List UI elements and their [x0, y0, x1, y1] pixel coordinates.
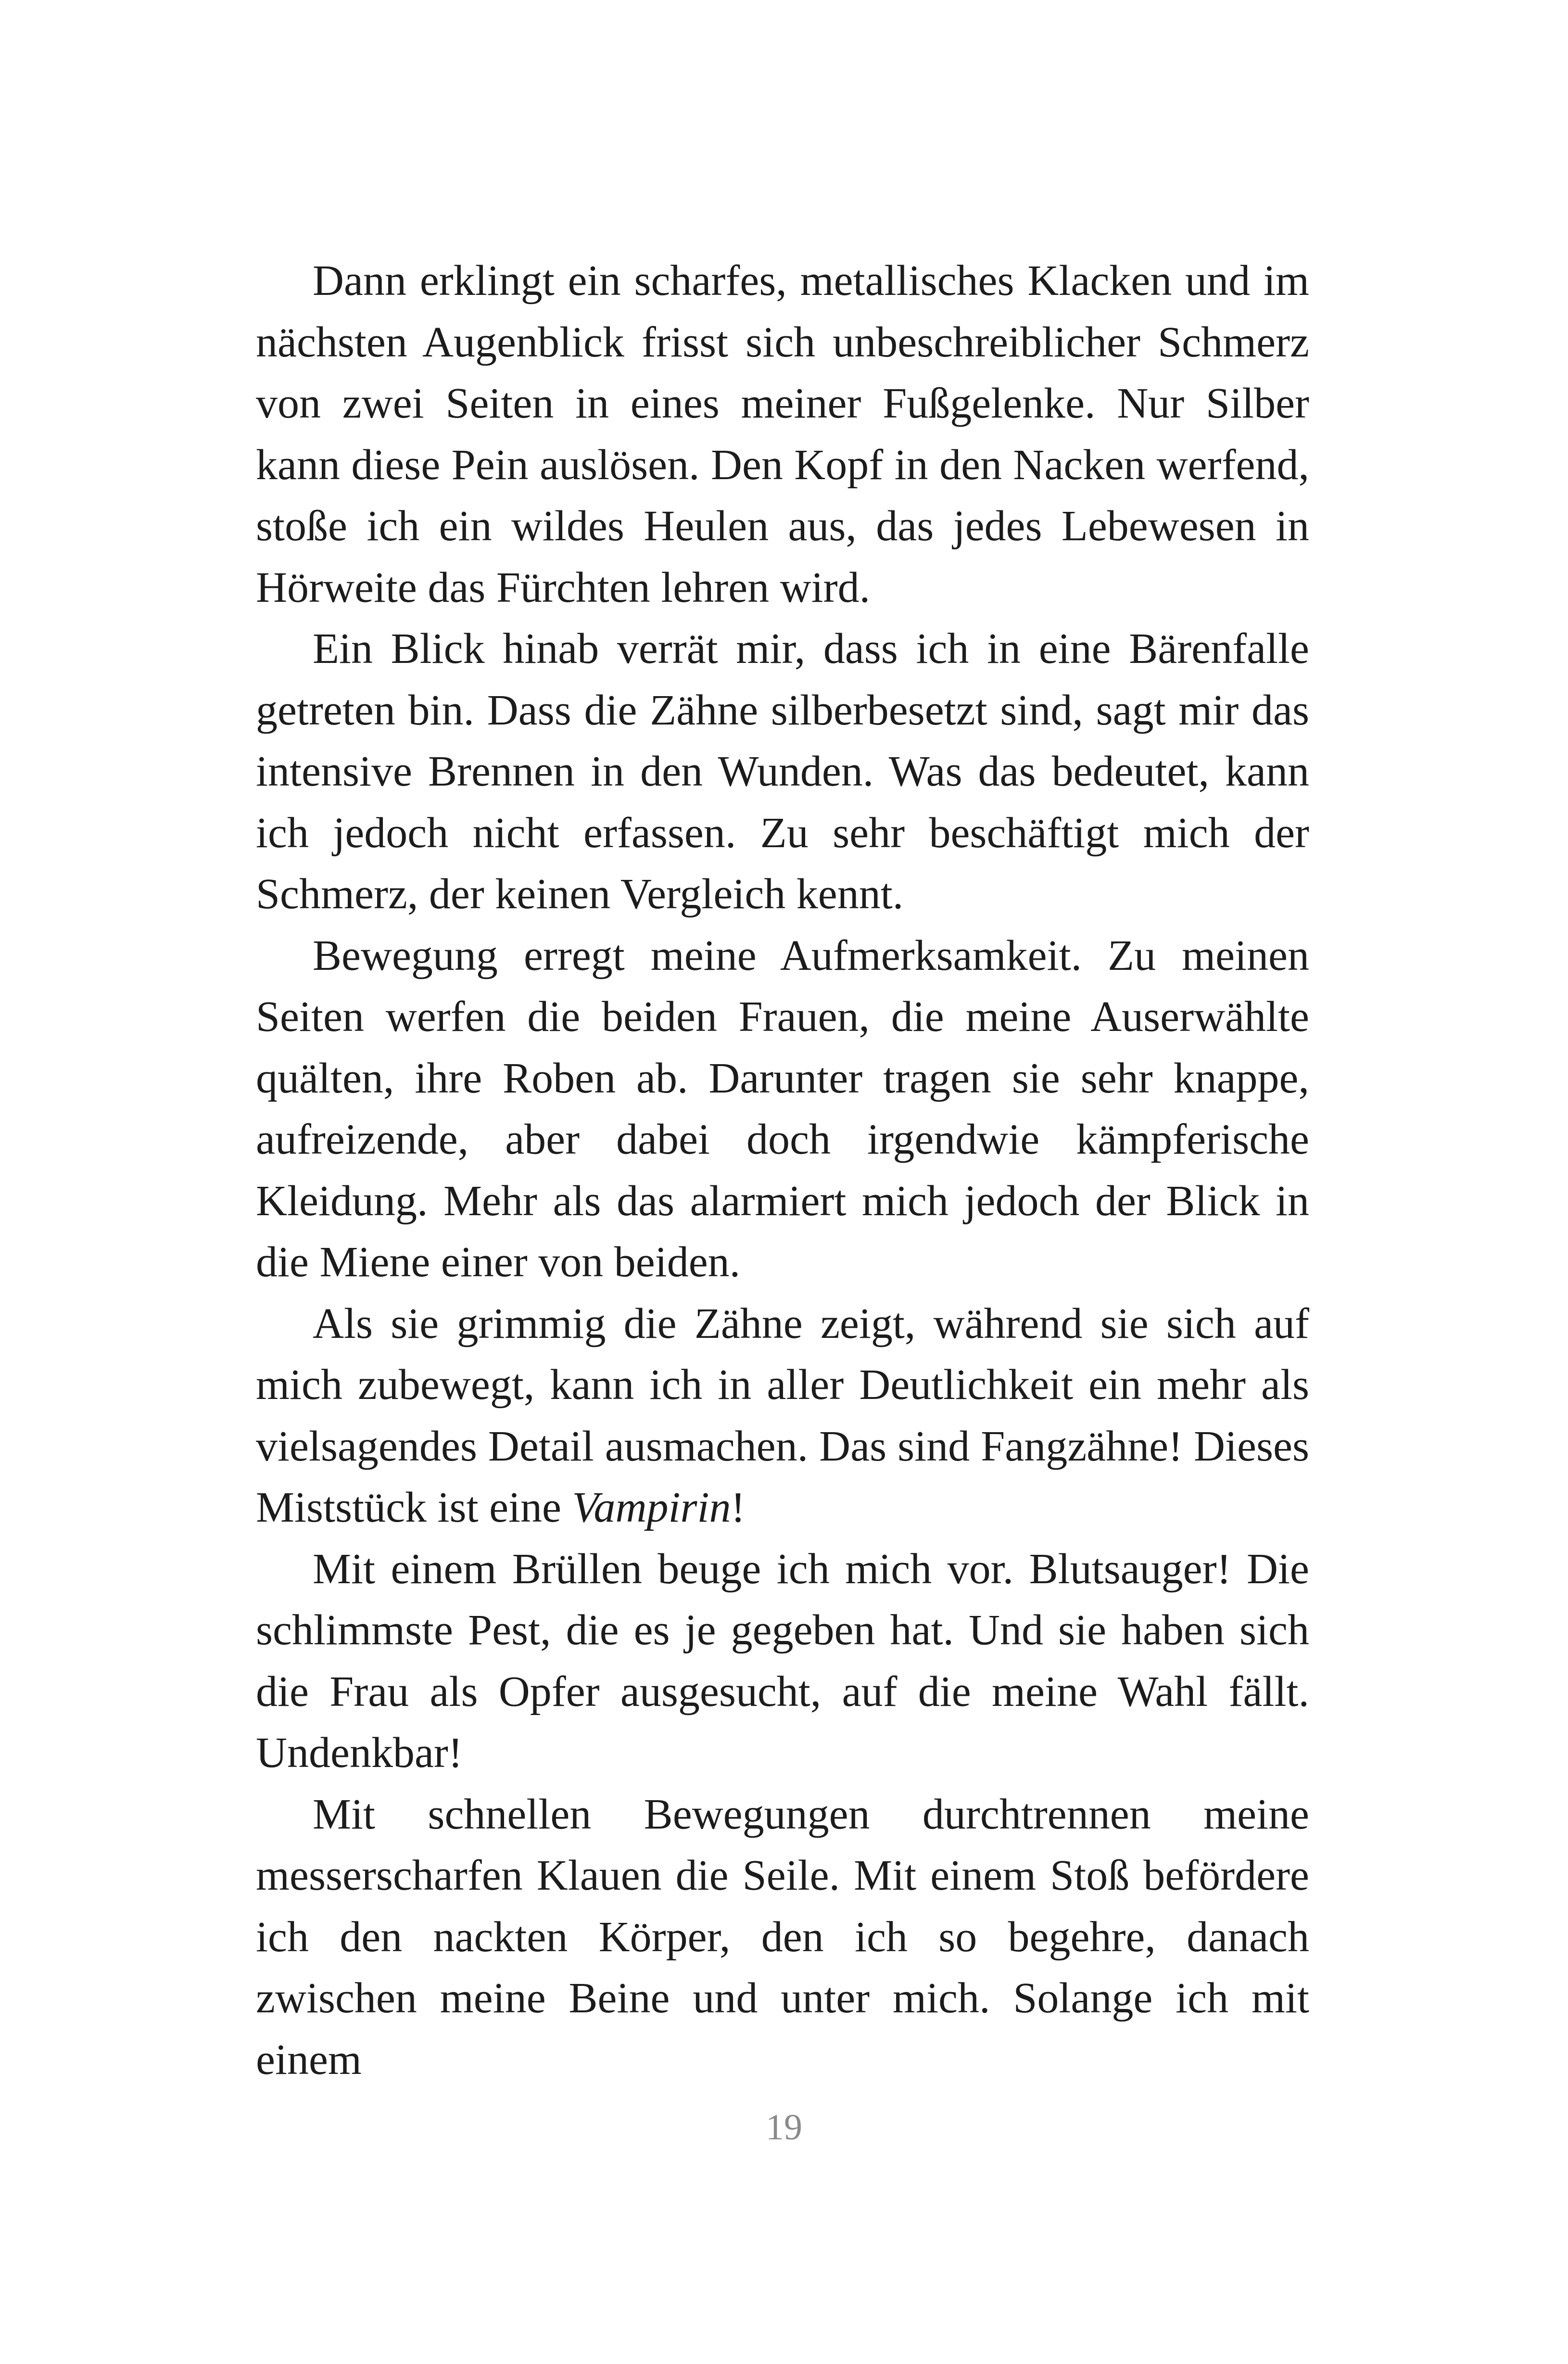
paragraph-3-text: Bewegung erregt meine Aufmerksamkeit. Zu meinen Seiten werfen die beiden Frauen, die meine Auserwählte quälten, ihre Roben ab. Darunter tragen sie sehr knappe, aufreizende, aber dabei doch irgendwie kämpferische Kleidung. Mehr als das alarmiert mich jedoch der Blick in die Miene einer von beiden. [256, 931, 1309, 1286]
paragraph-2 [256, 618, 1309, 925]
paragraph-4-text: Als sie grimmig die Zähne zeigt, während sie sich auf mich zubewegt, kann ich in aller Deutlichkeit ein mehr als vielsagendes Detail ausmachen. Das sind Fangzähne! Dieses Miststück ist eine [256, 1299, 1309, 1531]
body-text [256, 250, 1309, 2090]
paragraph-2-text: Ein Blick hinab verrät mir, dass ich in eine Bärenfalle getreten bin. Dass die Zähne silberbesetzt sind, sagt mir das intensive Brennen in den Wunden. Was das bedeutet, kann ich jedoch nicht erfassen. Zu sehr beschäftigt mich der Schmerz, der keinen Vergleich kennt. [256, 625, 1309, 918]
paragraph-1 [256, 250, 1309, 618]
paragraph-4 [256, 1293, 1309, 1538]
paragraph-5-text: Mit einem Brüllen beuge ich mich vor. Blutsauger! Die schlimmste Pest, die es je gegeben hat. Und sie haben sich die Frau als Opfer ausgesucht, auf die meine Wahl fällt. Undenkbar! [256, 1545, 1309, 1777]
paragraph-1-text: Dann erklingt ein scharfes, metallisches Klacken und im nächsten Augenblick frisst sich unbeschreiblicher Schmerz von zwei Seiten in eines meiner Fußgelenke. Nur Silber kann diese Pein auslösen. Den Kopf in den Nacken werfend, stoße ich ein wildes Heulen aus, das jedes Lebewesen in Hörweite das Fürchten lehren wird. [256, 257, 1309, 611]
paragraph-6 [256, 1784, 1309, 2091]
paragraph-5 [256, 1538, 1309, 1784]
paragraph-3 [256, 925, 1309, 1293]
paragraph-4-ending: ! [731, 1484, 746, 1531]
paragraph-6-text: Mit schnellen Bewegungen durchtrennen meine messerscharfen Klauen die Seile. Mit einem Stoß befördere ich den nackten Körper, den ich so begehre, danach zwischen meine Beine und unter mich. Solange ich mit einem [256, 1790, 1309, 2084]
page-number: 19 [766, 2107, 802, 2148]
emphasized-word: Vampirin [572, 1484, 731, 1531]
